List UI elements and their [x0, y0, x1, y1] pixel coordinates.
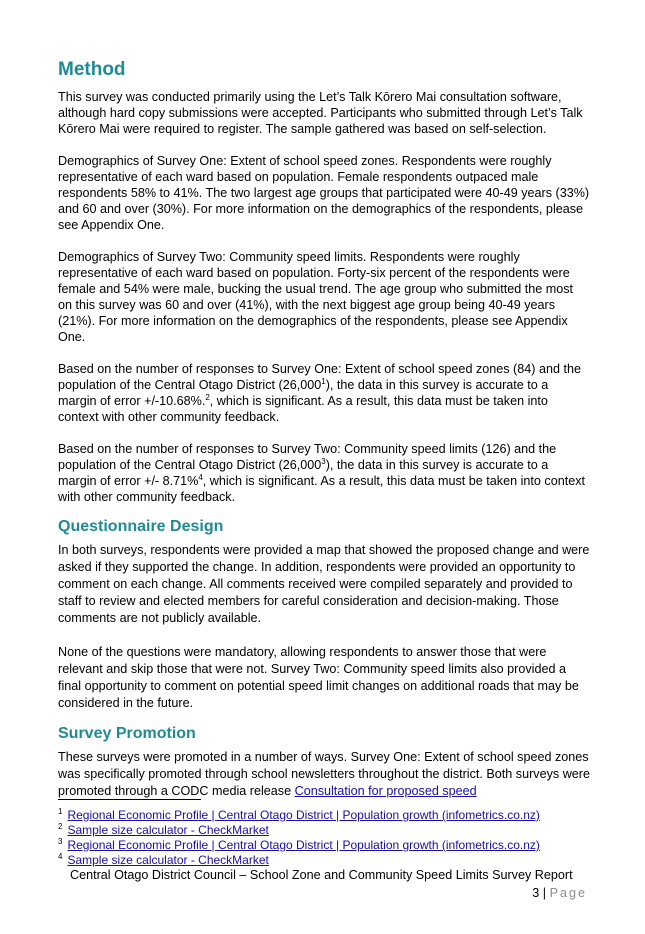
- footnote-ref-3[interactable]: 3: [321, 456, 326, 466]
- promotion-paragraph: [58, 749, 590, 800]
- page-footer: Central Otago District Council – School Zone and Community Speed Limits Survey Report: [70, 868, 573, 882]
- footnote-link-1[interactable]: Regional Economic Profile | Central Otago District | Population growth (infometrics.co.nz): [67, 808, 540, 822]
- footnote-4: [58, 853, 590, 868]
- promotion-text: These surveys were promoted in a number of ways. Survey One: Extent of school speed zones was specifically promoted through school newsletters throughout the district. Both surveys were promoted through a CODC media release: [58, 750, 590, 798]
- p5-text-b: ), the data in this survey is accurate to a margin of error +/- 8.71%: [58, 458, 549, 488]
- method-paragraph-5: [58, 441, 590, 505]
- questionnaire-paragraph-1: In both surveys, respondents were provided a map that showed the proposed change and were asked if they supported the change. In addition, respondents were provided an opportunity to comment on each change. All comments received were compiled separately and provided to staff to review and elected members for careful consideration and decision-making. Those comments are not publicly available.: [58, 543, 590, 625]
- footnote-link-2[interactable]: Sample size calculator - CheckMarket: [67, 823, 269, 837]
- footnote-link-4[interactable]: Sample size calculator - CheckMarket: [67, 853, 269, 867]
- p4-text-a: Based on the number of responses to Survey One: Extent of school speed zones (84) and the population of the Central Otago District (26,000: [58, 362, 581, 392]
- p5-text-a: Based on the number of responses to Survey Two: Community speed limits (126) and the population of the Central Otago District (26,000: [58, 442, 557, 472]
- page-number-separator: |: [539, 886, 550, 900]
- footnote-3: [58, 838, 590, 853]
- footnote-2: [58, 823, 590, 838]
- footnote-number: 4: [58, 852, 63, 861]
- p4-text-b: ), the data in this survey is accurate to a margin of error +/-10.68%.: [58, 378, 549, 408]
- page-number-value: 3: [532, 886, 540, 900]
- footnotes: [58, 808, 590, 868]
- promotion-heading: Survey Promotion: [58, 725, 196, 742]
- footnote-separator: [58, 799, 201, 800]
- method-heading: Method: [58, 59, 126, 80]
- media-release-link[interactable]: Consultation for proposed speed: [294, 784, 477, 798]
- method-paragraph-1: This survey was conducted primarily using the Let’s Talk Kōrero Mai consultation software, although hard copy submissions were accepted. Participants who submitted through Let’s Talk Kōrero Mai were required to register. The sample gathered was based on self-selection.: [58, 90, 583, 136]
- footnote-number: 3: [58, 837, 63, 846]
- footnote-1: [58, 808, 590, 823]
- p4-text-c: , which is significant. As a result, this data must be taken into context with other community feedback.: [58, 394, 548, 424]
- questionnaire-paragraph-2: None of the questions were mandatory, allowing respondents to answer those that were relevant and skip those that were not. Survey Two: Community speed limits also provided a final opportunity to comment on potential speed limit changes on additional roads that may be considered in the future.: [58, 645, 579, 710]
- footnote-ref-1[interactable]: 1: [321, 376, 326, 386]
- footnote-number: 2: [58, 822, 63, 831]
- footnote-link-3[interactable]: Regional Economic Profile | Central Otago District | Population growth (infometrics.co.nz): [67, 838, 540, 852]
- page-number: [532, 885, 587, 901]
- footnote-number: 1: [58, 807, 63, 816]
- questionnaire-heading: Questionnaire Design: [58, 518, 224, 535]
- page-word: Page: [549, 886, 587, 900]
- method-paragraph-3: Demographics of Survey Two: Community speed limits. Respondents were roughly representative of each ward based on population. Forty-six percent of the respondents were female and 54% were male, bucking the usual trend. The age group who submitted the most on this survey was 60 and over (41%), with the next biggest age group being 40-49 years (21%). For more information on the demographics of the respondents, please see Appendix One.: [58, 250, 574, 344]
- page-body: [58, 58, 590, 800]
- p5-text-c: , which is significant. As a result, this data must be taken into context with other community feedback.: [58, 474, 585, 504]
- footnote-ref-4[interactable]: 4: [198, 472, 203, 482]
- method-paragraph-2: Demographics of Survey One: Extent of school speed zones. Respondents were roughly representative of each ward based on population. Female respondents outpaced male respondents 58% to 41%. The two largest age groups that participated were 40-49 years (33%) and 60 and over (30%). For more information on the demographics of the respondents, please see Appendix One.: [58, 154, 590, 232]
- method-paragraph-4: [58, 361, 590, 425]
- footnote-ref-2[interactable]: 2: [205, 392, 210, 402]
